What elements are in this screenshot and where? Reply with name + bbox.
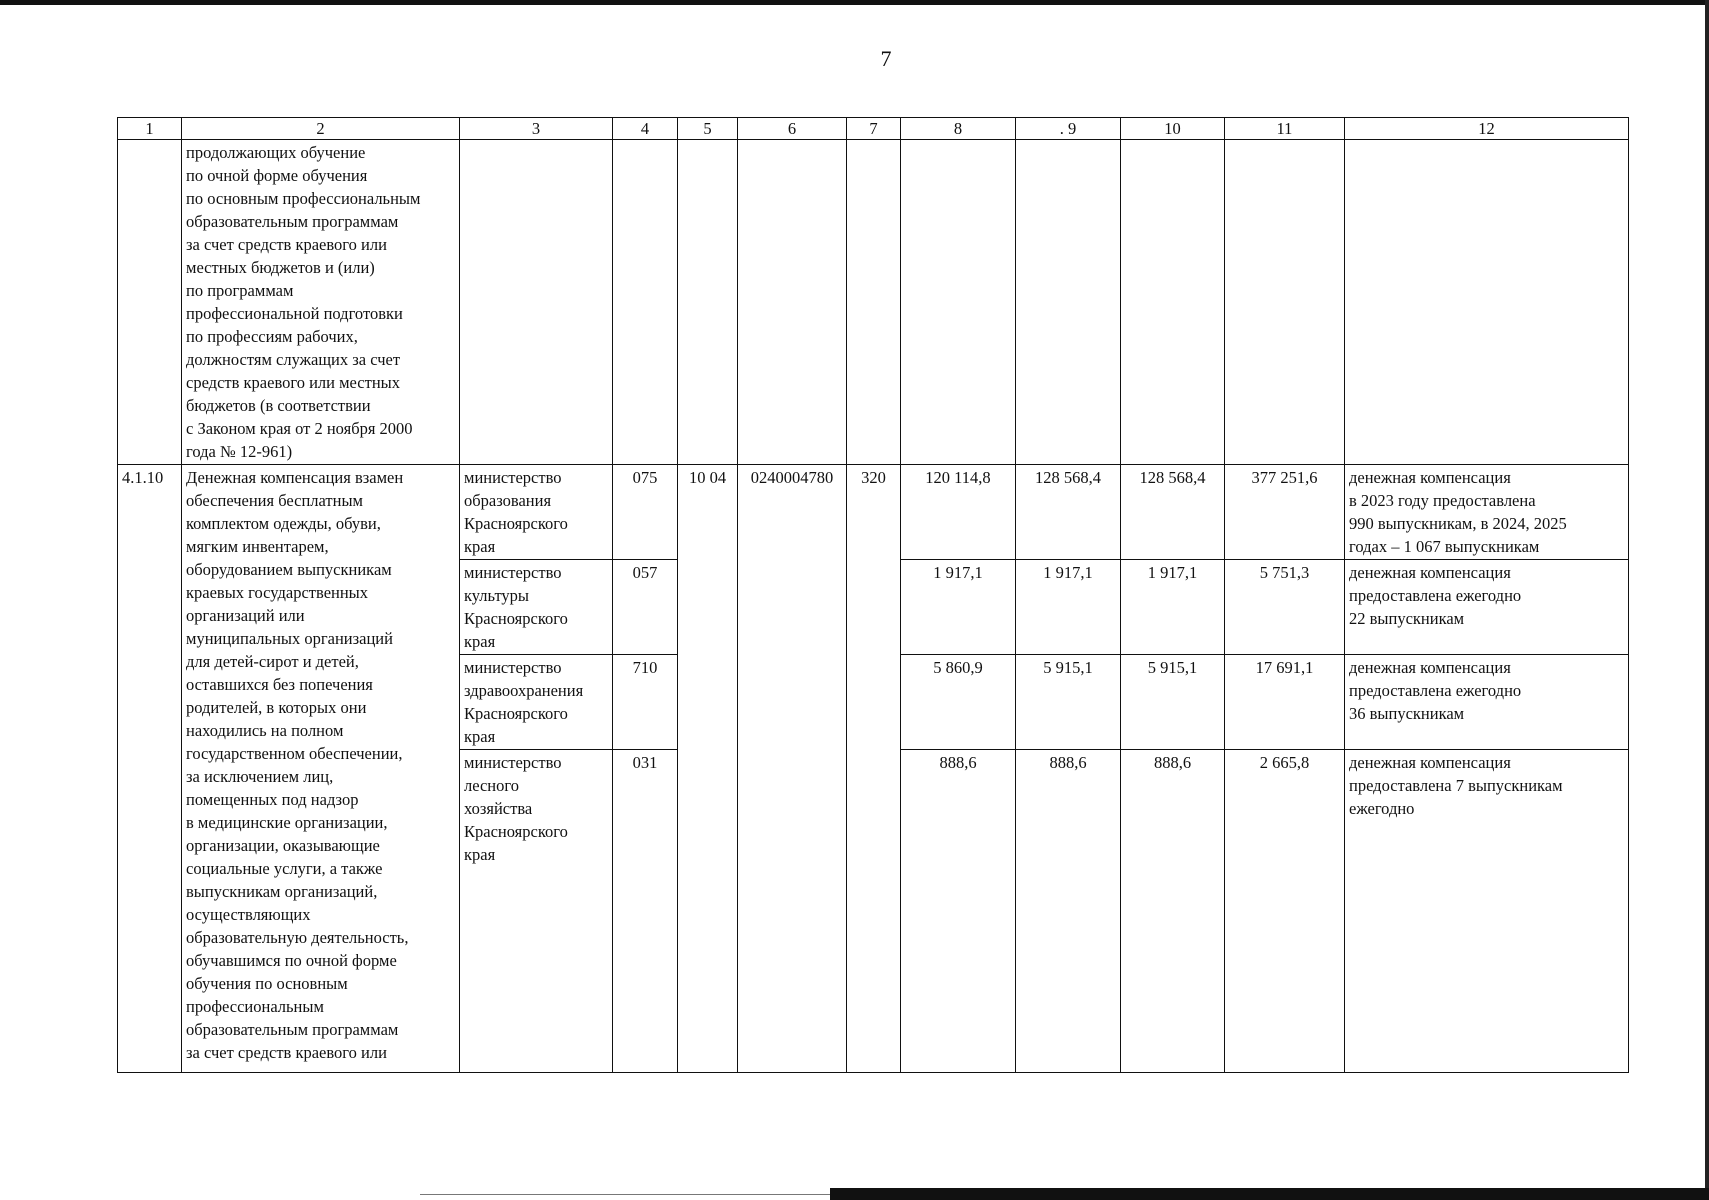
header-col-12: 12	[1345, 118, 1629, 140]
amount-2025-cell: 5 915,1	[1121, 655, 1225, 750]
amount-total-cell: 377 251,6	[1225, 465, 1345, 560]
section-cell: 10 04	[678, 465, 738, 1073]
header-col-2: 2	[182, 118, 460, 140]
scan-border-top	[0, 0, 1709, 5]
ministry-cell: министерство здравоохранения Красноярского края	[460, 655, 613, 750]
header-col-1: 1	[118, 118, 182, 140]
result-cell: денежная компенсация предоставлена ежегодно 22 выпускникам	[1345, 560, 1629, 655]
scan-border-bottom-thin	[420, 1194, 830, 1195]
header-row	[118, 118, 1629, 140]
header-col-10: 10	[1121, 118, 1225, 140]
item-row-education	[118, 465, 1629, 560]
budget-table	[117, 117, 1629, 1073]
amount-2024-cell: 888,6	[1016, 750, 1121, 1073]
continuation-row	[118, 140, 1629, 465]
header-col-9: . 9	[1016, 118, 1121, 140]
amount-2023-cell: 120 114,8	[901, 465, 1016, 560]
amount-total-cell: 5 751,3	[1225, 560, 1345, 655]
amount-2023-cell: 1 917,1	[901, 560, 1016, 655]
header-col-7: 7	[847, 118, 901, 140]
expense-type-cell: 320	[847, 465, 901, 1073]
result-cell: денежная компенсация в 2023 году предоставлена 990 выпускникам, в 2024, 2025 годах – 1 067 выпускникам	[1345, 465, 1629, 560]
header-col-3: 3	[460, 118, 613, 140]
amount-2024-cell: 128 568,4	[1016, 465, 1121, 560]
amount-2023-cell: 5 860,9	[901, 655, 1016, 750]
continuation-number	[118, 140, 182, 465]
ministry-cell: министерство культуры Красноярского края	[460, 560, 613, 655]
header-col-8: 8	[901, 118, 1016, 140]
target-code-cell: 0240004780	[738, 465, 847, 1073]
grbs-cell: 710	[613, 655, 678, 750]
page-number: 7	[880, 46, 892, 71]
ministry-cell: министерство образования Красноярского края	[460, 465, 613, 560]
scan-border-right	[1705, 0, 1709, 1200]
amount-2023-cell: 888,6	[901, 750, 1016, 1073]
continuation-description: продолжающих обучение по очной форме обучения по основным профессиональным образовательным программам за счет средств краевого или местных бюджетов и (или) по программам профессиональной подготовки по профессиям рабочих, должностям служащих за счет средств краевого или местных бюджетов (в соответствии с Законом края от 2 ноября 2000 года № 12-961)	[182, 140, 460, 465]
amount-2025-cell: 128 568,4	[1121, 465, 1225, 560]
amount-total-cell: 2 665,8	[1225, 750, 1345, 1073]
amount-2024-cell: 1 917,1	[1016, 560, 1121, 655]
grbs-cell: 057	[613, 560, 678, 655]
grbs-cell: 075	[613, 465, 678, 560]
amount-2025-cell: 888,6	[1121, 750, 1225, 1073]
header-col-6: 6	[738, 118, 847, 140]
result-cell: денежная компенсация предоставлена ежегодно 36 выпускникам	[1345, 655, 1629, 750]
amount-total-cell: 17 691,1	[1225, 655, 1345, 750]
result-cell: денежная компенсация предоставлена 7 выпускникам ежегодно	[1345, 750, 1629, 1073]
item-description: Денежная компенсация взамен обеспечения бесплатным комплектом одежды, обуви, мягким инвентарем, оборудованием выпускникам краевых государственных организаций или муниципальных организаций для детей-сирот и детей, оставшихся без попечения родителей, в которых они находились на полном государственном обеспечении, за исключением лиц, помещенных под надзор в медицинские организации, организации, оказывающие социальные услуги, а также выпускникам организаций, осуществляющих образовательную деятельность, обучавшимся по очной форме обучения по основным профессиональным образовательным программам за счет средств краевого или	[182, 465, 460, 1073]
header-col-4: 4	[613, 118, 678, 140]
amount-2024-cell: 5 915,1	[1016, 655, 1121, 750]
scan-border-bottom	[830, 1188, 1709, 1200]
amount-2025-cell: 1 917,1	[1121, 560, 1225, 655]
header-col-11: 11	[1225, 118, 1345, 140]
ministry-cell: министерство лесного хозяйства Красноярского края	[460, 750, 613, 1073]
grbs-cell: 031	[613, 750, 678, 1073]
header-col-5: 5	[678, 118, 738, 140]
item-number: 4.1.10	[118, 465, 182, 1073]
